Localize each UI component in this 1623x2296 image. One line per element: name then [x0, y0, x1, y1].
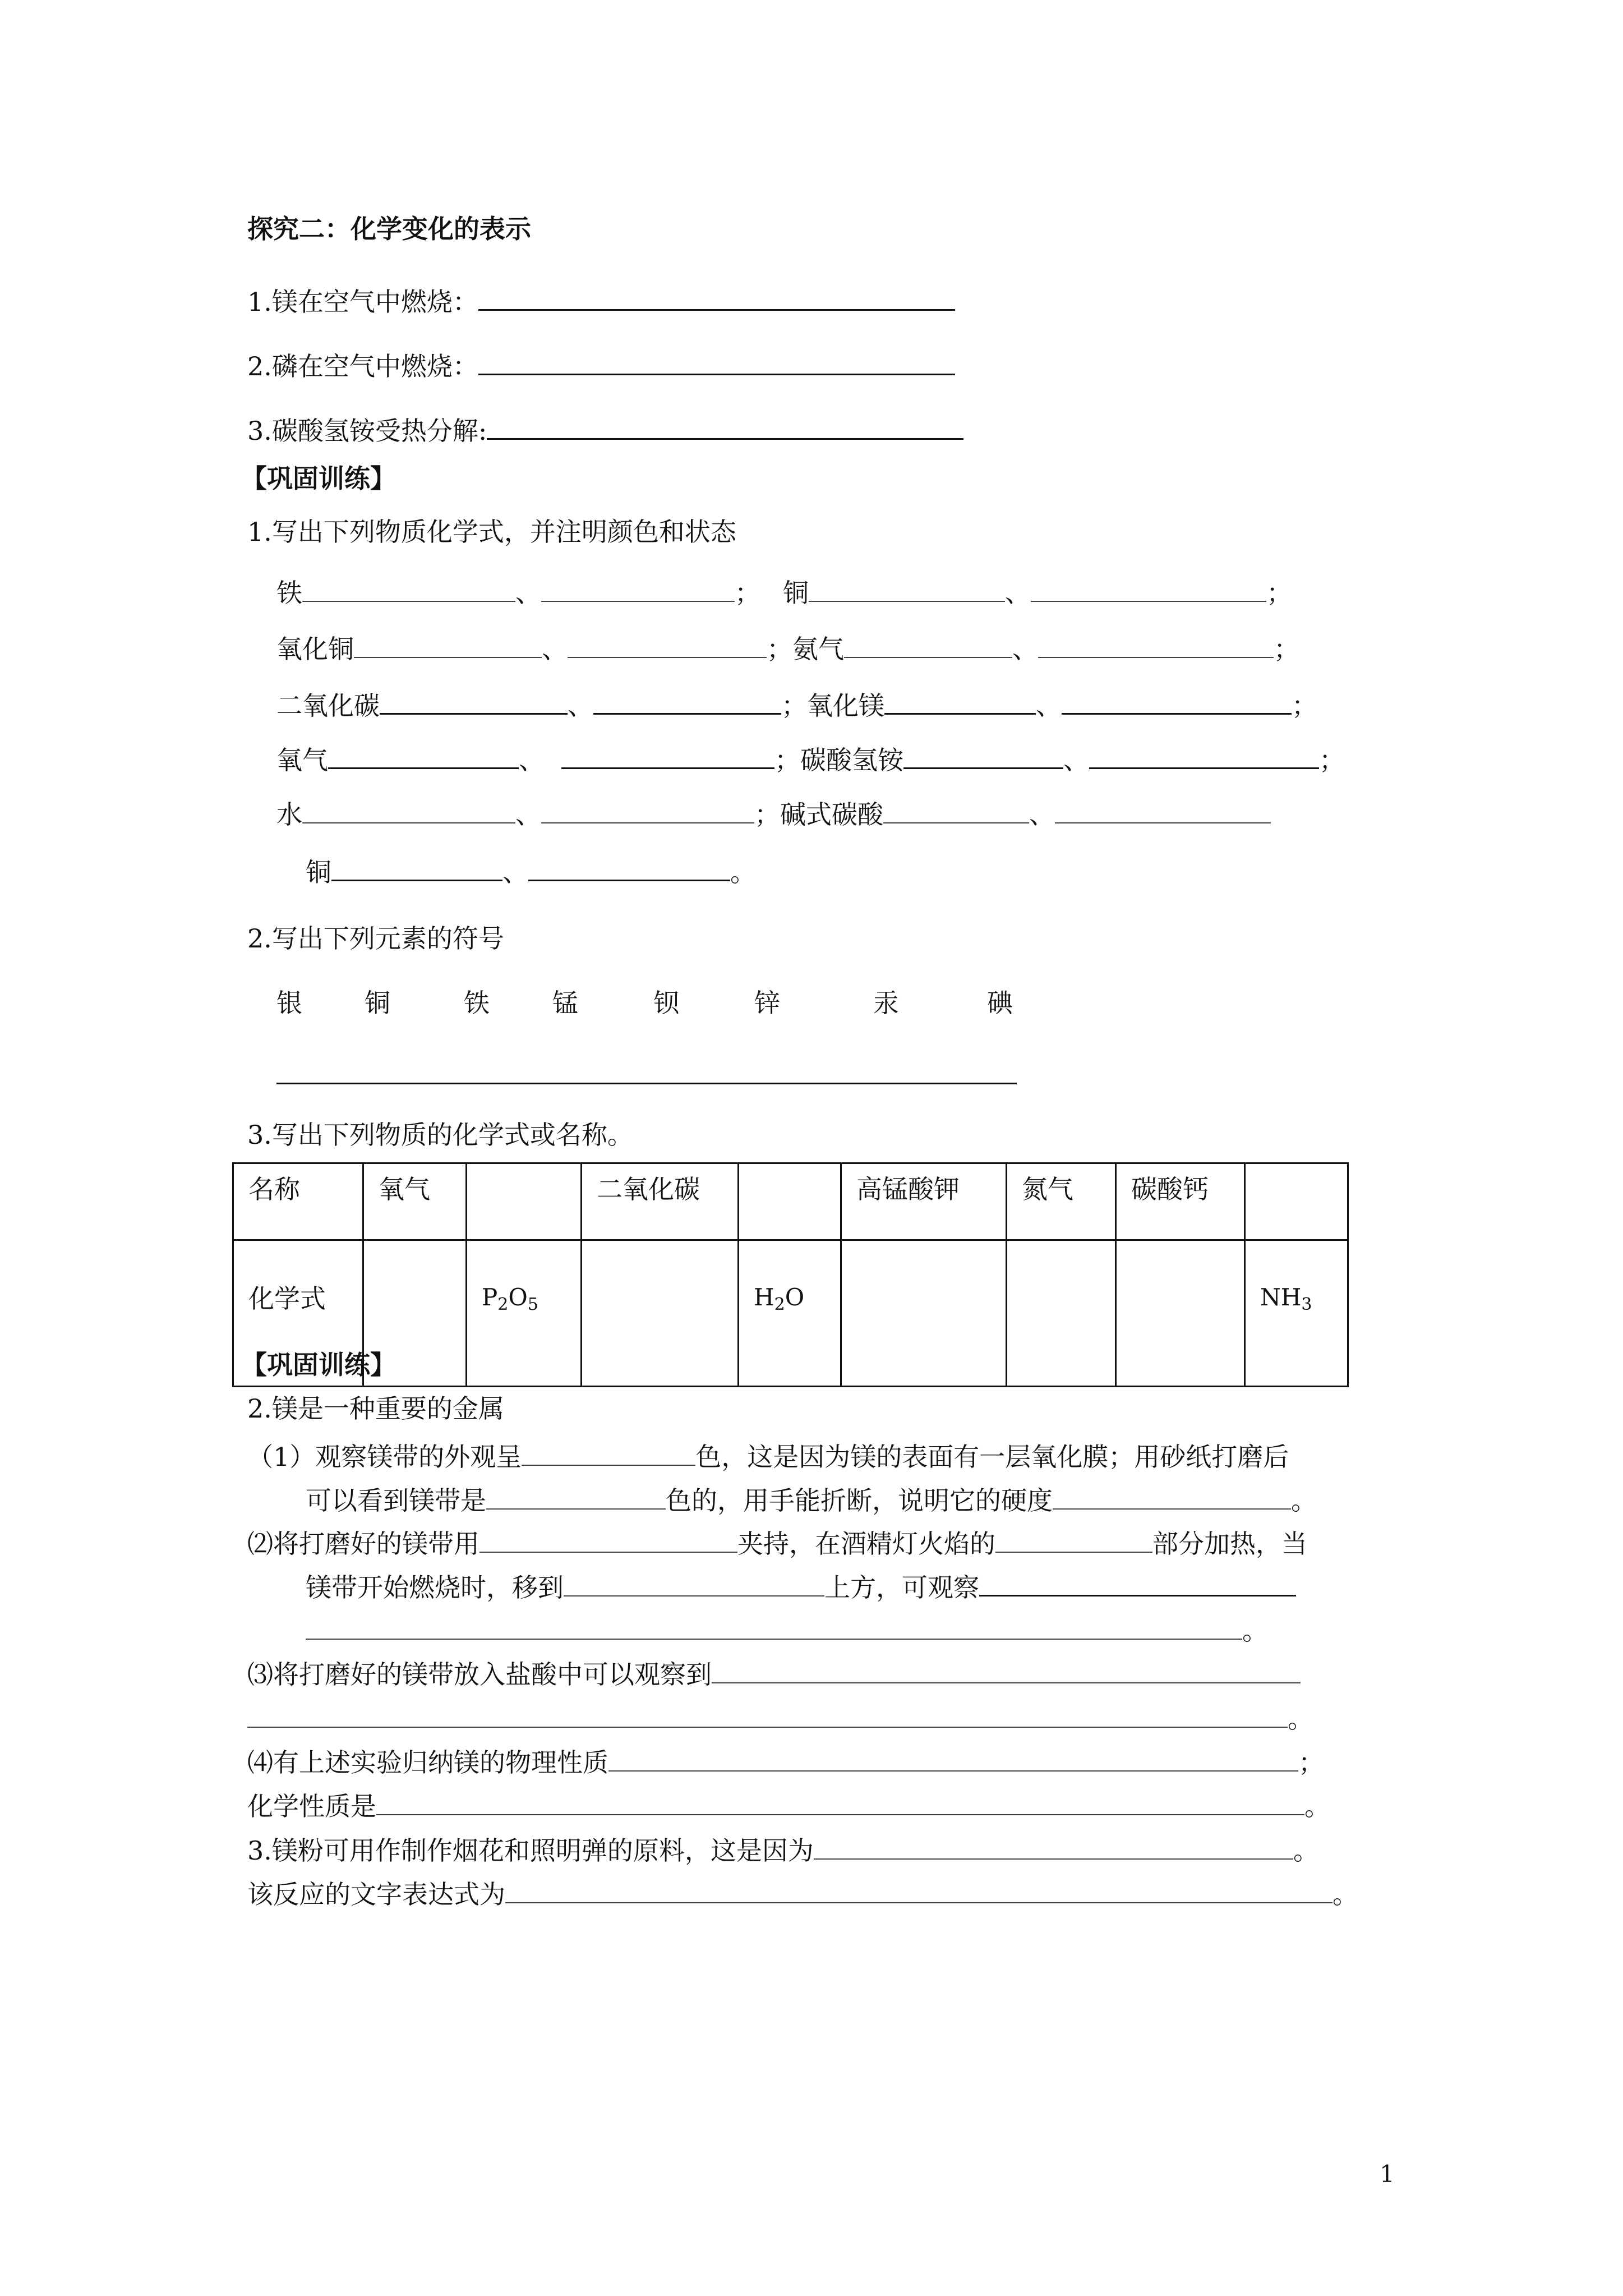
mg-acid-observation-continued-blank[interactable]: [247, 1701, 1288, 1728]
mg-observe-continued-blank[interactable]: [306, 1613, 1242, 1640]
mg-q3-line-1: [247, 1833, 1319, 1864]
mg-part-2-line-3: [306, 1613, 1268, 1644]
item-basic-carbonate: 碱式碳酸: [780, 799, 883, 830]
separator: 、: [515, 799, 541, 830]
table-row-names: [233, 1163, 1348, 1240]
period: 。: [1242, 1616, 1268, 1646]
mg-part-3-line-2: [247, 1701, 1313, 1732]
row-header-formula: 化学式: [233, 1240, 363, 1387]
nh4hco3-formula-blank[interactable]: [903, 742, 1063, 769]
mg-p2-text-e: 上方，可观察: [824, 1572, 979, 1603]
mg-p1-text-a: （1）观察镁带的外观呈: [247, 1442, 522, 1472]
period: 。: [1332, 1879, 1358, 1910]
item-ammonia: 氨气: [792, 634, 844, 664]
cell-formula-3[interactable]: [582, 1240, 739, 1387]
mgo-formula-blank[interactable]: [884, 687, 1036, 715]
period: 。: [1288, 1704, 1313, 1734]
q1-row-2: [276, 631, 1299, 662]
item-copper: 铜: [783, 578, 809, 608]
semicolon: ；: [1298, 1747, 1324, 1778]
mg-acid-observation-blank[interactable]: [712, 1657, 1301, 1683]
mg-part-3-line-1: [247, 1657, 1301, 1690]
q1-row-1: [276, 575, 1292, 606]
ammonia-state-blank[interactable]: [1038, 631, 1274, 658]
mg-p4-text-b: 化学性质是: [247, 1791, 376, 1821]
semicolon: ；: [774, 745, 800, 775]
mg-appearance-color-blank[interactable]: [522, 1439, 695, 1466]
q1-row-5: [276, 797, 1271, 830]
page-number: 1: [1380, 2160, 1395, 2188]
semicolon: ；: [1292, 691, 1317, 721]
cell-name-8[interactable]: [1245, 1163, 1348, 1240]
mg-part-2-line-1: [247, 1526, 1307, 1557]
element-silver: 银: [276, 988, 302, 1018]
period: 。: [1291, 1485, 1317, 1516]
item-ammonium-bicarbonate: 碳酸氢铵: [800, 745, 903, 775]
reaction-3-label: 3.碳酸氢铵受热分解:: [247, 416, 487, 446]
iron-formula-blank[interactable]: [302, 575, 515, 602]
period: 。: [1304, 1791, 1330, 1821]
table-row-formulas: [233, 1240, 1348, 1387]
cell-name-7: 碳酸钙: [1116, 1163, 1245, 1240]
separator: 、: [502, 857, 528, 887]
element-iron: 铁: [464, 988, 490, 1018]
mg-part-2-line-2: [306, 1569, 1296, 1603]
mg-q3-text-a: 3.镁粉可用作制作烟花和照明弹的原料，这是因为: [247, 1835, 814, 1866]
mg-flame-part-blank[interactable]: [995, 1526, 1152, 1553]
co2-state-blank[interactable]: [593, 687, 781, 715]
element-mercury: 汞: [873, 988, 899, 1018]
mg-q3-text-b: 该反应的文字表达式为: [247, 1879, 505, 1910]
mg-part-1-line-1: [247, 1439, 1289, 1470]
semicolon: ；: [1266, 578, 1292, 608]
practice-heading-1: 【巩固训练】: [241, 463, 396, 494]
element-manganese: 锰: [552, 988, 578, 1018]
item-oxygen: 氧气: [276, 745, 328, 775]
mg-p1-text-c: 可以看到镁带是: [306, 1485, 486, 1516]
co2-formula-blank[interactable]: [380, 687, 568, 715]
reaction-2-label: 2.磷在空气中燃烧：: [247, 351, 478, 381]
item-water: 水: [276, 799, 302, 830]
semicolon: ；: [754, 799, 780, 830]
mg-polished-color-blank[interactable]: [486, 1483, 666, 1510]
nh4hco3-state-blank[interactable]: [1089, 742, 1319, 769]
mg-p2-text-d: 镁带开始燃烧时，移到: [306, 1572, 564, 1603]
q1-row-3: [276, 687, 1317, 719]
copper-state-blank[interactable]: [1031, 575, 1266, 602]
water-formula-blank[interactable]: [302, 797, 515, 823]
mg-word-equation-blank[interactable]: [505, 1876, 1332, 1903]
water-state-blank[interactable]: [541, 797, 754, 823]
iron-state-blank[interactable]: [541, 575, 735, 602]
q1-row-4: [276, 742, 1345, 773]
semicolon: ；: [781, 691, 807, 721]
reaction-3-blank[interactable]: [487, 412, 963, 440]
mg-p2-text-b: 夹持，在酒精灯火焰的: [737, 1529, 995, 1559]
q3-prompt: 3.写出下列物质的化学式或名称。: [247, 1120, 633, 1150]
separator: 、: [542, 634, 568, 664]
mg-part-4-line-1: [247, 1745, 1324, 1778]
element-copper: 铜: [365, 988, 390, 1018]
reaction-2-blank[interactable]: [478, 348, 955, 375]
cell-formula-2: $P_2O_5$: [467, 1240, 582, 1387]
item-magnesium-oxide: 氧化镁: [807, 691, 884, 721]
cell-name-5: 高锰酸钾: [841, 1163, 1007, 1240]
practice-heading-2: 【巩固训练】: [241, 1350, 396, 1380]
elements-answer-line[interactable]: [276, 1083, 1017, 1084]
semicolon: ；: [767, 634, 792, 664]
q1-row-6: [306, 854, 756, 885]
reaction-3: [247, 412, 963, 444]
cell-formula-6[interactable]: [1007, 1240, 1116, 1387]
item-copper-oxide: 氧化铜: [276, 634, 354, 664]
mg-p1-text-b: 色，这是因为镁的表面有一层氧化膜；用砂纸打磨后: [695, 1442, 1289, 1472]
oxygen-state-blank[interactable]: [561, 742, 774, 769]
separator: 、: [515, 578, 541, 608]
separator: 、: [1005, 578, 1031, 608]
mg-physical-properties-blank[interactable]: [608, 1745, 1298, 1772]
cell-name-3: 二氧化碳: [582, 1163, 739, 1240]
cell-name-4[interactable]: [739, 1163, 841, 1240]
item-copper-continued: 铜: [306, 857, 331, 887]
copper-formula-blank[interactable]: [809, 575, 1005, 602]
mg-observe-blank[interactable]: [979, 1569, 1296, 1596]
item-iron: 铁: [276, 578, 302, 608]
basic-carbonate-state-blank[interactable]: [1055, 797, 1271, 823]
cell-formula-8: $NH_3$: [1245, 1240, 1348, 1387]
semicolon: ；: [1319, 745, 1345, 775]
mg-move-to-blank[interactable]: [564, 1570, 824, 1596]
separator: 、: [1036, 691, 1062, 721]
element-zinc: 锌: [754, 988, 780, 1018]
separator: 、: [568, 691, 593, 721]
ammonia-formula-blank[interactable]: [844, 631, 1012, 658]
mg-part-1-line-2: [306, 1483, 1317, 1516]
copper-oxide-formula-blank[interactable]: [354, 631, 542, 658]
mg-part-4-line-2: [247, 1788, 1330, 1819]
cell-name-2[interactable]: [467, 1163, 582, 1240]
mgo-state-blank[interactable]: [1062, 687, 1292, 715]
separator: 、: [519, 745, 545, 775]
basic-copper-state-blank[interactable]: [528, 854, 730, 881]
period: 。: [1293, 1835, 1319, 1866]
period: 。: [730, 857, 756, 887]
item-carbon-dioxide: 二氧化碳: [276, 691, 380, 721]
mg-intro: 2.镁是一种重要的金属: [247, 1393, 504, 1424]
cell-formula-7[interactable]: [1116, 1240, 1245, 1387]
separator: 、: [1012, 634, 1038, 664]
reaction-2: [247, 348, 955, 379]
cell-formula-4: $H_2O$: [739, 1240, 841, 1387]
element-barium: 钡: [653, 988, 679, 1018]
mg-chemical-properties-blank[interactable]: [376, 1788, 1304, 1815]
mg-p2-text-a: ⑵将打磨好的镁带用: [247, 1529, 479, 1559]
element-iodine: 碘: [987, 988, 1013, 1018]
mg-holder-blank[interactable]: [479, 1526, 737, 1553]
mg-hardness-blank[interactable]: [1053, 1483, 1291, 1510]
mg-reason-blank[interactable]: [814, 1833, 1293, 1860]
cell-formula-5[interactable]: [841, 1240, 1007, 1387]
basic-copper-formula-blank[interactable]: [331, 854, 502, 881]
mg-p3-text: ⑶将打磨好的镁带放入盐酸中可以观察到: [247, 1659, 712, 1690]
reaction-1-blank[interactable]: [478, 283, 955, 311]
row-header-name: 名称: [233, 1163, 363, 1240]
formula-table: [232, 1162, 1349, 1387]
cell-name-6: 氮气: [1007, 1163, 1116, 1240]
semicolon: ；: [1274, 634, 1299, 664]
mg-p4-text-a: ⑷有上述实验归纳镁的物理性质: [247, 1747, 608, 1778]
section-title: 探究二：化学变化的表示: [247, 214, 531, 244]
separator: 、: [1063, 745, 1089, 775]
copper-oxide-state-blank[interactable]: [568, 631, 767, 658]
mg-p1-text-d: 色的，用手能折断，说明它的硬度: [666, 1485, 1053, 1516]
oxygen-formula-blank[interactable]: [328, 742, 519, 769]
q2-prompt: 2.写出下列元素的符号: [247, 923, 504, 954]
basic-carbonate-formula-blank[interactable]: [883, 797, 1029, 823]
mg-p2-text-c: 部分加热，当: [1152, 1529, 1307, 1559]
semicolon: ；: [735, 578, 760, 608]
reaction-1: [247, 283, 955, 315]
mg-q3-line-2: [247, 1876, 1358, 1910]
q1-prompt: 1.写出下列物质化学式，并注明颜色和状态: [247, 517, 736, 547]
reaction-1-label: 1.镁在空气中燃烧：: [247, 287, 478, 317]
separator: 、: [1029, 799, 1055, 830]
cell-name-1: 氧气: [363, 1163, 467, 1240]
